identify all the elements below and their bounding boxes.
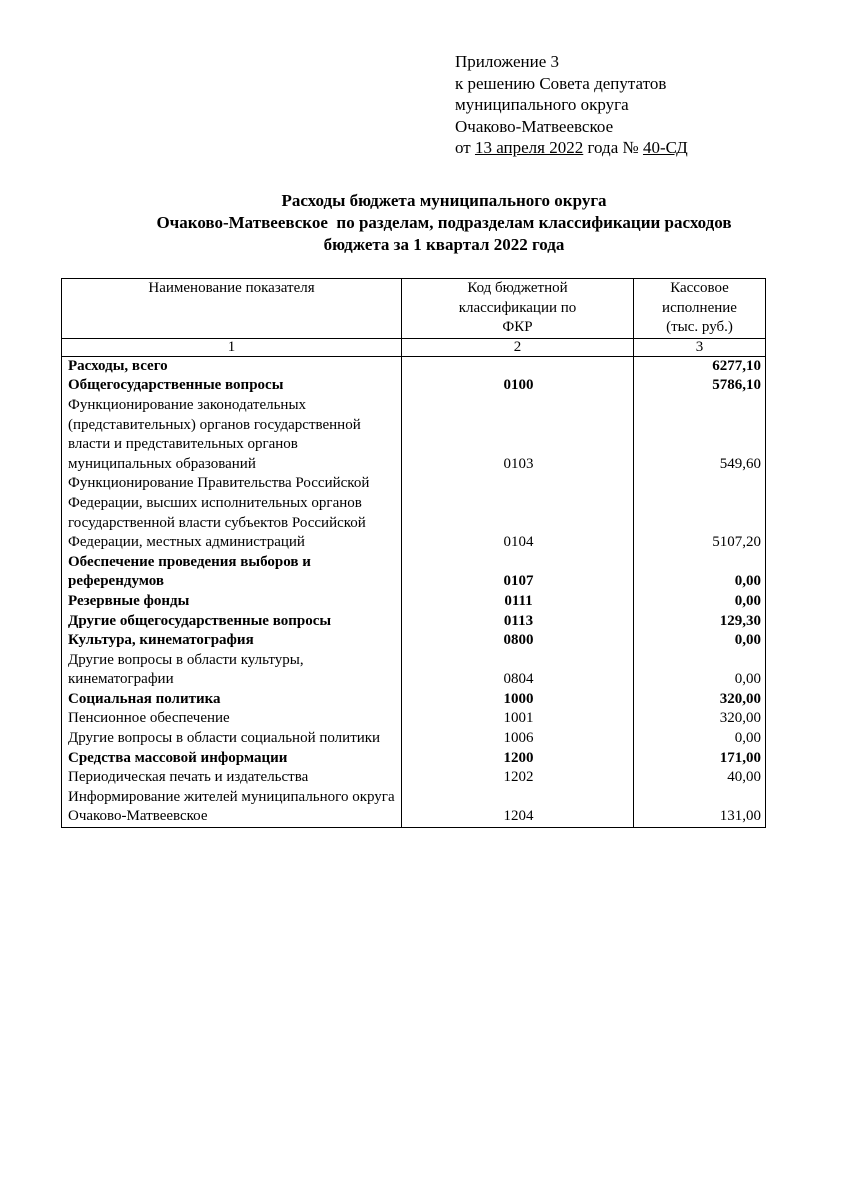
table-row — [62, 768, 766, 788]
header-budget-code — [402, 279, 634, 339]
title-line-3: бюджета за 1 квартал 2022 года — [323, 235, 565, 254]
row-value-cell: 40,00 — [634, 768, 766, 788]
table-body — [62, 356, 766, 827]
row-code-cell: 0800 — [402, 631, 634, 651]
row-value-cell: 0,00 — [634, 651, 766, 690]
row-value-cell: 5107,20 — [634, 474, 766, 552]
header-row — [62, 279, 766, 339]
row-name-cell: Расходы, всего — [62, 356, 402, 376]
row-name-cell: Другие вопросы в области культуры, кинематографии — [62, 651, 402, 690]
row-code-cell: 0104 — [402, 474, 634, 552]
row-value-cell: 131,00 — [634, 788, 766, 828]
table-row — [62, 553, 766, 592]
table-row — [62, 592, 766, 612]
appendix-line-1: Приложение 3 — [455, 52, 559, 71]
row-name-cell: Функционирование законодательных (представительных) органов государственной власти и представительных органов муниципальных образований — [62, 396, 402, 474]
row-name-cell: Социальная политика — [62, 690, 402, 710]
appendix-line-4: Очаково-Матвеевское — [455, 116, 614, 136]
row-code-cell: 0113 — [402, 612, 634, 632]
row-value-cell: 0,00 — [634, 729, 766, 749]
row-value-cell: 0,00 — [634, 631, 766, 651]
row-code-cell: 1200 — [402, 749, 634, 769]
appendix-decision-line — [455, 137, 688, 159]
header-indicator-name: Наименование показателя — [62, 279, 402, 339]
table-row — [62, 729, 766, 749]
appendix-block — [455, 51, 688, 159]
table-row — [62, 376, 766, 396]
appendix-middle: года № — [583, 138, 643, 157]
decision-number: 40-СД — [642, 138, 688, 157]
row-name-cell: Периодическая печать и издательства — [62, 768, 402, 788]
row-code-cell: 1202 — [402, 768, 634, 788]
column-number-3: 3 — [634, 338, 766, 356]
appendix-line-2: к решению Совета депутатов — [455, 73, 667, 93]
row-name-cell: Другие общегосударственные вопросы — [62, 612, 402, 632]
row-value-cell: 320,00 — [634, 709, 766, 729]
row-value-cell: 549,60 — [634, 396, 766, 474]
row-name-cell: Информирование жителей муниципального округа Очаково-Матвеевское — [62, 788, 402, 828]
row-code-cell: 0107 — [402, 553, 634, 592]
table-row — [62, 788, 766, 828]
row-code-cell: 1001 — [402, 709, 634, 729]
row-code-cell: 1000 — [402, 690, 634, 710]
table-row — [62, 709, 766, 729]
table-row — [62, 631, 766, 651]
row-code-cell: 0100 — [402, 376, 634, 396]
row-value-cell: 0,00 — [634, 553, 766, 592]
row-value-cell: 171,00 — [634, 749, 766, 769]
row-name-cell: Другие вопросы в области социальной политики — [62, 729, 402, 749]
row-name-cell: Пенсионное обеспечение — [62, 709, 402, 729]
header-budget-code-text: Код бюджетной классификации по ФКР — [458, 280, 577, 336]
row-name-cell: Культура, кинематография — [62, 631, 402, 651]
row-name-cell: Средства массовой информации — [62, 749, 402, 769]
row-code-cell: 1006 — [402, 729, 634, 749]
appendix-prefix: от — [455, 138, 475, 157]
title-line-2: Очаково-Матвеевское по разделам, подразделам классификации расходов — [156, 213, 732, 232]
row-name-cell: Резервные фонды — [62, 592, 402, 612]
row-name-cell: Функционирование Правительства Российской Федерации, высших исполнительных органов государственной власти субъектов Российской Федерации, местных администраций — [62, 474, 402, 552]
table-row — [62, 749, 766, 769]
row-value-cell: 5786,10 — [634, 376, 766, 396]
appendix-line-3: муниципального округа — [455, 95, 629, 114]
row-code-cell: 0103 — [402, 396, 634, 474]
column-number-2: 2 — [402, 338, 634, 356]
row-value-cell: 0,00 — [634, 592, 766, 612]
table-row — [62, 651, 766, 690]
table-row — [62, 474, 766, 552]
expenses-table — [61, 278, 766, 828]
row-value-cell: 320,00 — [634, 690, 766, 710]
column-number-1: 1 — [62, 338, 402, 356]
header-cash-execution — [634, 279, 766, 339]
row-code-cell — [402, 356, 634, 376]
row-value-cell: 129,30 — [634, 612, 766, 632]
row-value-cell: 6277,10 — [634, 356, 766, 376]
row-name-cell: Обеспечение проведения выборов и референдумов — [62, 553, 402, 592]
row-code-cell: 0804 — [402, 651, 634, 690]
table-row — [62, 356, 766, 376]
row-code-cell: 1204 — [402, 788, 634, 828]
row-name-cell: Общегосударственные вопросы — [62, 376, 402, 396]
title-line-1: Расходы бюджета муниципального округа — [281, 191, 607, 210]
row-code-cell: 0111 — [402, 592, 634, 612]
header-cash-execution-text: Кассовое исполнение (тыс. руб.) — [662, 280, 737, 336]
table-row — [62, 690, 766, 710]
table-row — [62, 612, 766, 632]
table-row — [62, 396, 766, 474]
decision-date: 13 апреля 2022 — [474, 138, 584, 157]
column-numbers-row — [62, 338, 766, 356]
document-title — [40, 190, 848, 256]
